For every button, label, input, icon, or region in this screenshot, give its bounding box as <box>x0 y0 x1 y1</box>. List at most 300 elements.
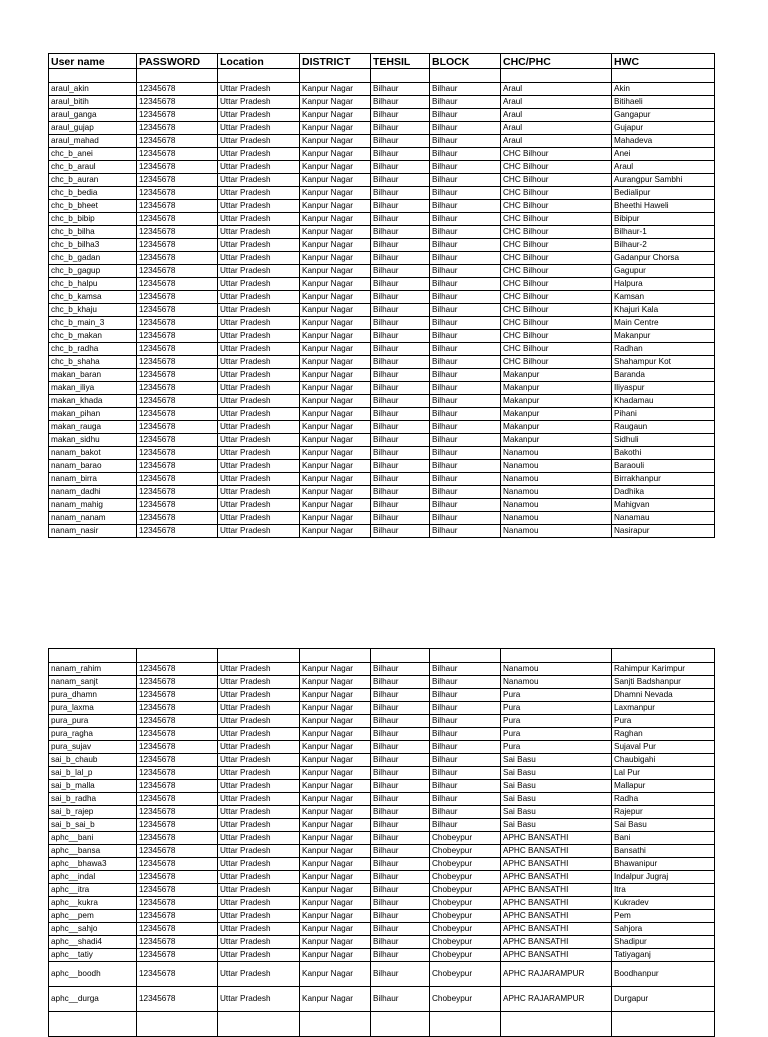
table-cell <box>501 1012 612 1037</box>
table-cell: Kanpur Nagar <box>300 187 371 200</box>
table-cell: Uttar Pradesh <box>218 148 300 161</box>
table-cell: Sai Basu <box>501 819 612 832</box>
table-row <box>49 486 715 499</box>
table-cell: Bilhaur <box>371 525 430 538</box>
table-cell: Kanpur Nagar <box>300 923 371 936</box>
table-cell: Anei <box>612 148 715 161</box>
table-cell: aphc__durga <box>49 987 137 1012</box>
table-row <box>49 819 715 832</box>
table-cell: Kanpur Nagar <box>300 356 371 369</box>
table-cell: Chobeypur <box>430 832 501 845</box>
table-cell: Bilhaur <box>430 356 501 369</box>
table-cell: CHC Bilhour <box>501 200 612 213</box>
table-cell: Bilhaur <box>371 278 430 291</box>
table-cell: Raugaun <box>612 421 715 434</box>
table-cell: Nanamou <box>501 499 612 512</box>
table-cell: Bilhaur <box>430 689 501 702</box>
table-cell <box>612 69 715 83</box>
table-cell: Uttar Pradesh <box>218 187 300 200</box>
table-row <box>49 122 715 135</box>
table-cell: Sidhuli <box>612 434 715 447</box>
table-cell: Uttar Pradesh <box>218 304 300 317</box>
table-cell: CHC Bilhour <box>501 343 612 356</box>
table-cell: Baraouli <box>612 460 715 473</box>
table-cell: Uttar Pradesh <box>218 408 300 421</box>
table-cell: Kanpur Nagar <box>300 343 371 356</box>
table-cell: Sai Basu <box>501 767 612 780</box>
table-cell: Bilhaur <box>430 122 501 135</box>
table-cell: chc_b_main_3 <box>49 317 137 330</box>
table-cell: DISTRICT <box>300 54 371 69</box>
table-cell: Bansathi <box>612 845 715 858</box>
table-cell: Bilhaur <box>430 317 501 330</box>
table-cell: Uttar Pradesh <box>218 369 300 382</box>
table-cell: APHC RAJARAMPUR <box>501 962 612 987</box>
table-cell: Uttar Pradesh <box>218 252 300 265</box>
table-cell: Akin <box>612 83 715 96</box>
table-cell: Bilhaur <box>430 421 501 434</box>
table-cell: Uttar Pradesh <box>218 689 300 702</box>
table-cell: Bilhaur <box>371 858 430 871</box>
table-cell: Bilhaur <box>430 525 501 538</box>
table-cell <box>137 1012 218 1037</box>
table-cell: Pura <box>501 715 612 728</box>
table-cell: Pem <box>612 910 715 923</box>
table-cell: Uttar Pradesh <box>218 676 300 689</box>
table-cell: sai_b_radha <box>49 793 137 806</box>
table-cell: makan_baran <box>49 369 137 382</box>
table-cell: Birrakhanpur <box>612 473 715 486</box>
table-cell: Kanpur Nagar <box>300 200 371 213</box>
table-cell: Kanpur Nagar <box>300 499 371 512</box>
table-cell: Kanpur Nagar <box>300 512 371 525</box>
table-cell: Bilhaur <box>371 304 430 317</box>
table-cell: 12345678 <box>137 512 218 525</box>
table-cell: Kanpur Nagar <box>300 884 371 897</box>
table-cell: Bilhaur <box>430 226 501 239</box>
table-row <box>49 447 715 460</box>
table-cell: Bilhaur <box>371 987 430 1012</box>
table-cell: Uttar Pradesh <box>218 499 300 512</box>
table-cell: araul_akin <box>49 83 137 96</box>
table-cell: Bilhaur <box>371 161 430 174</box>
table-row <box>49 343 715 356</box>
table-cell: Uttar Pradesh <box>218 754 300 767</box>
table-cell: Bilhaur <box>371 728 430 741</box>
table-cell: Uttar Pradesh <box>218 858 300 871</box>
table-cell: 12345678 <box>137 962 218 987</box>
table-cell: Bani <box>612 832 715 845</box>
table-cell: 12345678 <box>137 239 218 252</box>
table-row <box>49 395 715 408</box>
table-cell <box>371 649 430 663</box>
table-cell: 12345678 <box>137 728 218 741</box>
table-cell: Kanpur Nagar <box>300 460 371 473</box>
table-row <box>49 910 715 923</box>
table-cell: Bilhaur <box>430 174 501 187</box>
table-cell: Uttar Pradesh <box>218 806 300 819</box>
table-cell: pura_pura <box>49 715 137 728</box>
table-cell: Uttar Pradesh <box>218 793 300 806</box>
table-cell: Pura <box>501 689 612 702</box>
table-cell: CHC Bilhour <box>501 278 612 291</box>
table-cell: nanam_nasir <box>49 525 137 538</box>
table-cell: Bilhaur <box>430 148 501 161</box>
table-cell: Bilhaur <box>371 962 430 987</box>
table-cell: Kanpur Nagar <box>300 949 371 962</box>
table-cell: Iliyaspur <box>612 382 715 395</box>
sheet-table-2 <box>48 648 715 1037</box>
table-cell: Bilhaur <box>430 408 501 421</box>
table-cell: Kanpur Nagar <box>300 936 371 949</box>
table-row <box>49 962 715 987</box>
table-cell: Kanpur Nagar <box>300 226 371 239</box>
table-cell: Bilhaur <box>371 486 430 499</box>
table-cell: Bilhaur <box>430 819 501 832</box>
table-cell: Bilhaur <box>371 356 430 369</box>
table-row <box>49 265 715 278</box>
table-cell <box>49 649 137 663</box>
table-cell: Kanpur Nagar <box>300 421 371 434</box>
table-cell: Uttar Pradesh <box>218 845 300 858</box>
table-cell: Uttar Pradesh <box>218 317 300 330</box>
table-cell: Bilhaur <box>371 447 430 460</box>
table-row <box>49 369 715 382</box>
table-cell: CHC Bilhour <box>501 252 612 265</box>
table-cell: APHC BANSATHI <box>501 832 612 845</box>
table-cell: Sujaval Pur <box>612 741 715 754</box>
table-cell: Pura <box>501 741 612 754</box>
table-cell: Kanpur Nagar <box>300 369 371 382</box>
table-cell: Chobeypur <box>430 987 501 1012</box>
table-cell: aphc__bhawa3 <box>49 858 137 871</box>
table-cell: nanam_bakot <box>49 447 137 460</box>
table-cell: Bilhaur <box>371 252 430 265</box>
table-cell: aphc__bani <box>49 832 137 845</box>
table-cell: Chaubigahi <box>612 754 715 767</box>
table-cell: Nanamou <box>501 447 612 460</box>
table-cell: Bilhaur <box>430 200 501 213</box>
table-cell: Uttar Pradesh <box>218 96 300 109</box>
table-cell: 12345678 <box>137 148 218 161</box>
table-cell: Gujapur <box>612 122 715 135</box>
table-cell <box>430 649 501 663</box>
table-cell: Uttar Pradesh <box>218 987 300 1012</box>
table-cell: Bilhaur <box>430 434 501 447</box>
table-row <box>49 278 715 291</box>
table-cell: Boodhanpur <box>612 962 715 987</box>
table-cell: Uttar Pradesh <box>218 330 300 343</box>
table-cell: Bilhaur <box>371 330 430 343</box>
table-cell: Bilhaur <box>371 135 430 148</box>
table-cell: Kanpur Nagar <box>300 793 371 806</box>
table-cell: chc_b_shaha <box>49 356 137 369</box>
table-cell: Araul <box>501 96 612 109</box>
table-cell: Kanpur Nagar <box>300 728 371 741</box>
table-cell: 12345678 <box>137 304 218 317</box>
table-cell: aphc__shadi4 <box>49 936 137 949</box>
table-cell: 12345678 <box>137 356 218 369</box>
table-cell: 12345678 <box>137 949 218 962</box>
table-cell: Kanpur Nagar <box>300 871 371 884</box>
table-cell: Uttar Pradesh <box>218 109 300 122</box>
table-cell: Bilhaur <box>430 187 501 200</box>
table-cell: APHC BANSATHI <box>501 936 612 949</box>
table-cell: Pihani <box>612 408 715 421</box>
table-cell: Kanpur Nagar <box>300 252 371 265</box>
table-cell: APHC BANSATHI <box>501 923 612 936</box>
table-cell: pura_laxma <box>49 702 137 715</box>
table-cell: Kanpur Nagar <box>300 676 371 689</box>
table-cell: Nanamou <box>501 676 612 689</box>
table-cell: Bilhaur <box>371 806 430 819</box>
table-cell: Mallapur <box>612 780 715 793</box>
table-cell: aphc__pem <box>49 910 137 923</box>
table-cell: Bilhaur <box>371 793 430 806</box>
table-cell: Radhan <box>612 343 715 356</box>
table-cell: Durgapur <box>612 987 715 1012</box>
table-cell: Araul <box>501 109 612 122</box>
table-cell: araul_gujap <box>49 122 137 135</box>
table-cell: Kanpur Nagar <box>300 897 371 910</box>
table-cell: sai_b_rajep <box>49 806 137 819</box>
table-row <box>49 213 715 226</box>
table-row <box>49 408 715 421</box>
table-cell: Kanpur Nagar <box>300 122 371 135</box>
table-cell: nanam_rahim <box>49 663 137 676</box>
table-cell: chc_b_halpu <box>49 278 137 291</box>
table-cell: Rahimpur Karimpur <box>612 663 715 676</box>
table-cell: Araul <box>501 122 612 135</box>
header-row <box>49 54 715 69</box>
table-cell: Kanpur Nagar <box>300 702 371 715</box>
table-cell <box>612 1012 715 1037</box>
table-row <box>49 148 715 161</box>
table-cell: Location <box>218 54 300 69</box>
table-cell: Bilhaur <box>371 767 430 780</box>
table-cell: Uttar Pradesh <box>218 923 300 936</box>
table-cell: aphc__indal <box>49 871 137 884</box>
table-cell: makan_khada <box>49 395 137 408</box>
table-cell: Bilhaur <box>371 512 430 525</box>
table-cell: Kanpur Nagar <box>300 819 371 832</box>
table-row <box>49 83 715 96</box>
table-cell: Bilhaur <box>430 109 501 122</box>
table-row <box>49 871 715 884</box>
table-cell: Uttar Pradesh <box>218 291 300 304</box>
table-cell: 12345678 <box>137 213 218 226</box>
blank-row <box>49 69 715 83</box>
table-cell: Bilhaur <box>371 96 430 109</box>
table-cell: Uttar Pradesh <box>218 83 300 96</box>
table-cell: Bilhaur <box>371 923 430 936</box>
table-cell: 12345678 <box>137 793 218 806</box>
table-cell: 12345678 <box>137 226 218 239</box>
table-cell: Bilhaur <box>430 460 501 473</box>
table-cell: chc_b_gagup <box>49 265 137 278</box>
table-cell: Sai Basu <box>501 780 612 793</box>
table-cell: Bilhaur <box>430 291 501 304</box>
table-cell: Bilhaur <box>430 767 501 780</box>
table-row <box>49 689 715 702</box>
table-row <box>49 987 715 1012</box>
table-row <box>49 793 715 806</box>
table-cell: nanam_mahig <box>49 499 137 512</box>
table-cell: CHC Bilhour <box>501 291 612 304</box>
table-cell: Bilhaur <box>371 741 430 754</box>
table-cell: 12345678 <box>137 499 218 512</box>
table-cell: nanam_birra <box>49 473 137 486</box>
table-cell: Bilhaur <box>430 806 501 819</box>
table-cell: CHC Bilhour <box>501 317 612 330</box>
table-cell: 12345678 <box>137 987 218 1012</box>
table-row <box>49 161 715 174</box>
table-cell: Bilhaur <box>371 780 430 793</box>
table-cell: aphc__tatiy <box>49 949 137 962</box>
table-cell: Bilhaur <box>371 499 430 512</box>
table-cell: sai_b_malla <box>49 780 137 793</box>
table-cell: 12345678 <box>137 83 218 96</box>
table-cell: Uttar Pradesh <box>218 884 300 897</box>
table-cell: Bilhaur <box>430 780 501 793</box>
table-cell: 12345678 <box>137 122 218 135</box>
table-row <box>49 858 715 871</box>
table-cell: 12345678 <box>137 910 218 923</box>
table-cell: Bilhaur <box>371 689 430 702</box>
table-cell: Nanamou <box>501 486 612 499</box>
table-row <box>49 923 715 936</box>
table-cell: aphc__bansa <box>49 845 137 858</box>
table-cell: Bilhaur <box>371 845 430 858</box>
table-cell: Kanpur Nagar <box>300 473 371 486</box>
table-cell: chc_b_kamsa <box>49 291 137 304</box>
table-cell: 12345678 <box>137 382 218 395</box>
table-cell: APHC RAJARAMPUR <box>501 987 612 1012</box>
table-cell: Mahadeva <box>612 135 715 148</box>
table-cell: Uttar Pradesh <box>218 382 300 395</box>
table-cell: APHC BANSATHI <box>501 949 612 962</box>
table-cell: Bilhaur <box>430 343 501 356</box>
table-cell: Bitihaeli <box>612 96 715 109</box>
table-cell: 12345678 <box>137 330 218 343</box>
table-cell: Shadipur <box>612 936 715 949</box>
table-cell: Bilhaur <box>371 408 430 421</box>
table-cell: Kanpur Nagar <box>300 382 371 395</box>
table-cell: APHC BANSATHI <box>501 884 612 897</box>
table-cell: 12345678 <box>137 832 218 845</box>
table-cell: Uttar Pradesh <box>218 278 300 291</box>
table-cell: Bilhaur <box>371 460 430 473</box>
table-cell: 12345678 <box>137 754 218 767</box>
table-row <box>49 728 715 741</box>
table-cell <box>49 69 137 83</box>
table-cell: Bilhaur <box>430 83 501 96</box>
table-row <box>49 473 715 486</box>
table-cell: Bakothi <box>612 447 715 460</box>
table-cell: Chobeypur <box>430 845 501 858</box>
table-cell: Uttar Pradesh <box>218 780 300 793</box>
table-cell: Uttar Pradesh <box>218 702 300 715</box>
table-cell: Bilhaur <box>371 317 430 330</box>
table-cell: Makanpur <box>501 369 612 382</box>
table-cell: makan_rauga <box>49 421 137 434</box>
table-cell: APHC BANSATHI <box>501 897 612 910</box>
table-cell: Kanpur Nagar <box>300 754 371 767</box>
table-cell: 12345678 <box>137 135 218 148</box>
table-cell: Bilhaur <box>371 715 430 728</box>
table-cell: Uttar Pradesh <box>218 936 300 949</box>
table-cell: CHC Bilhour <box>501 226 612 239</box>
table-cell: Rajepur <box>612 806 715 819</box>
table-cell <box>218 649 300 663</box>
table-cell: Kanpur Nagar <box>300 291 371 304</box>
table-cell: Chobeypur <box>430 962 501 987</box>
table-cell: Bilhaur <box>371 434 430 447</box>
table-cell: Nanamou <box>501 663 612 676</box>
table-cell: Bilhaur <box>371 239 430 252</box>
table-cell: Kanpur Nagar <box>300 987 371 1012</box>
table-cell: Bilhaur <box>371 819 430 832</box>
table-cell: Bilhaur <box>430 96 501 109</box>
table-cell: chc_b_auran <box>49 174 137 187</box>
table-cell: Indalpur Jugraj <box>612 871 715 884</box>
table-cell: Bilhaur <box>430 382 501 395</box>
table-cell: Uttar Pradesh <box>218 200 300 213</box>
table-row <box>49 187 715 200</box>
table-cell: Bilhaur <box>430 135 501 148</box>
table-cell: chc_b_araul <box>49 161 137 174</box>
table-cell: araul_mahad <box>49 135 137 148</box>
table-cell: Lal Pur <box>612 767 715 780</box>
table-cell: pura_sujav <box>49 741 137 754</box>
table-cell: Shahampur Kot <box>612 356 715 369</box>
blank-row <box>49 1012 715 1037</box>
table-cell: CHC Bilhour <box>501 161 612 174</box>
table-cell: makan_iliya <box>49 382 137 395</box>
table-cell: Kanpur Nagar <box>300 239 371 252</box>
table-cell: Bhawanipur <box>612 858 715 871</box>
table-cell: Bilhaur <box>371 897 430 910</box>
table-cell: Makanpur <box>612 330 715 343</box>
table-row <box>49 949 715 962</box>
table-cell: Kanpur Nagar <box>300 174 371 187</box>
table-cell: 12345678 <box>137 200 218 213</box>
table-cell: 12345678 <box>137 741 218 754</box>
table-cell <box>501 649 612 663</box>
table-cell: Bilhaur <box>371 343 430 356</box>
table-cell: makan_pihan <box>49 408 137 421</box>
table-cell: makan_sidhu <box>49 434 137 447</box>
table-row <box>49 135 715 148</box>
table-cell: BLOCK <box>430 54 501 69</box>
table-cell: Uttar Pradesh <box>218 213 300 226</box>
table-cell: Nanamou <box>501 512 612 525</box>
table-cell: 12345678 <box>137 486 218 499</box>
table-cell: Uttar Pradesh <box>218 473 300 486</box>
table-cell: Bilhaur <box>371 200 430 213</box>
table-cell: APHC BANSATHI <box>501 910 612 923</box>
table-cell: Kanpur Nagar <box>300 265 371 278</box>
table-cell: 12345678 <box>137 806 218 819</box>
table-cell: chc_b_anei <box>49 148 137 161</box>
table-cell: Kanpur Nagar <box>300 780 371 793</box>
table-cell: sai_b_lal_p <box>49 767 137 780</box>
table-cell: CHC Bilhour <box>501 239 612 252</box>
table-cell: Kanpur Nagar <box>300 330 371 343</box>
table-cell: Chobeypur <box>430 910 501 923</box>
table-row <box>49 226 715 239</box>
table-row <box>49 317 715 330</box>
